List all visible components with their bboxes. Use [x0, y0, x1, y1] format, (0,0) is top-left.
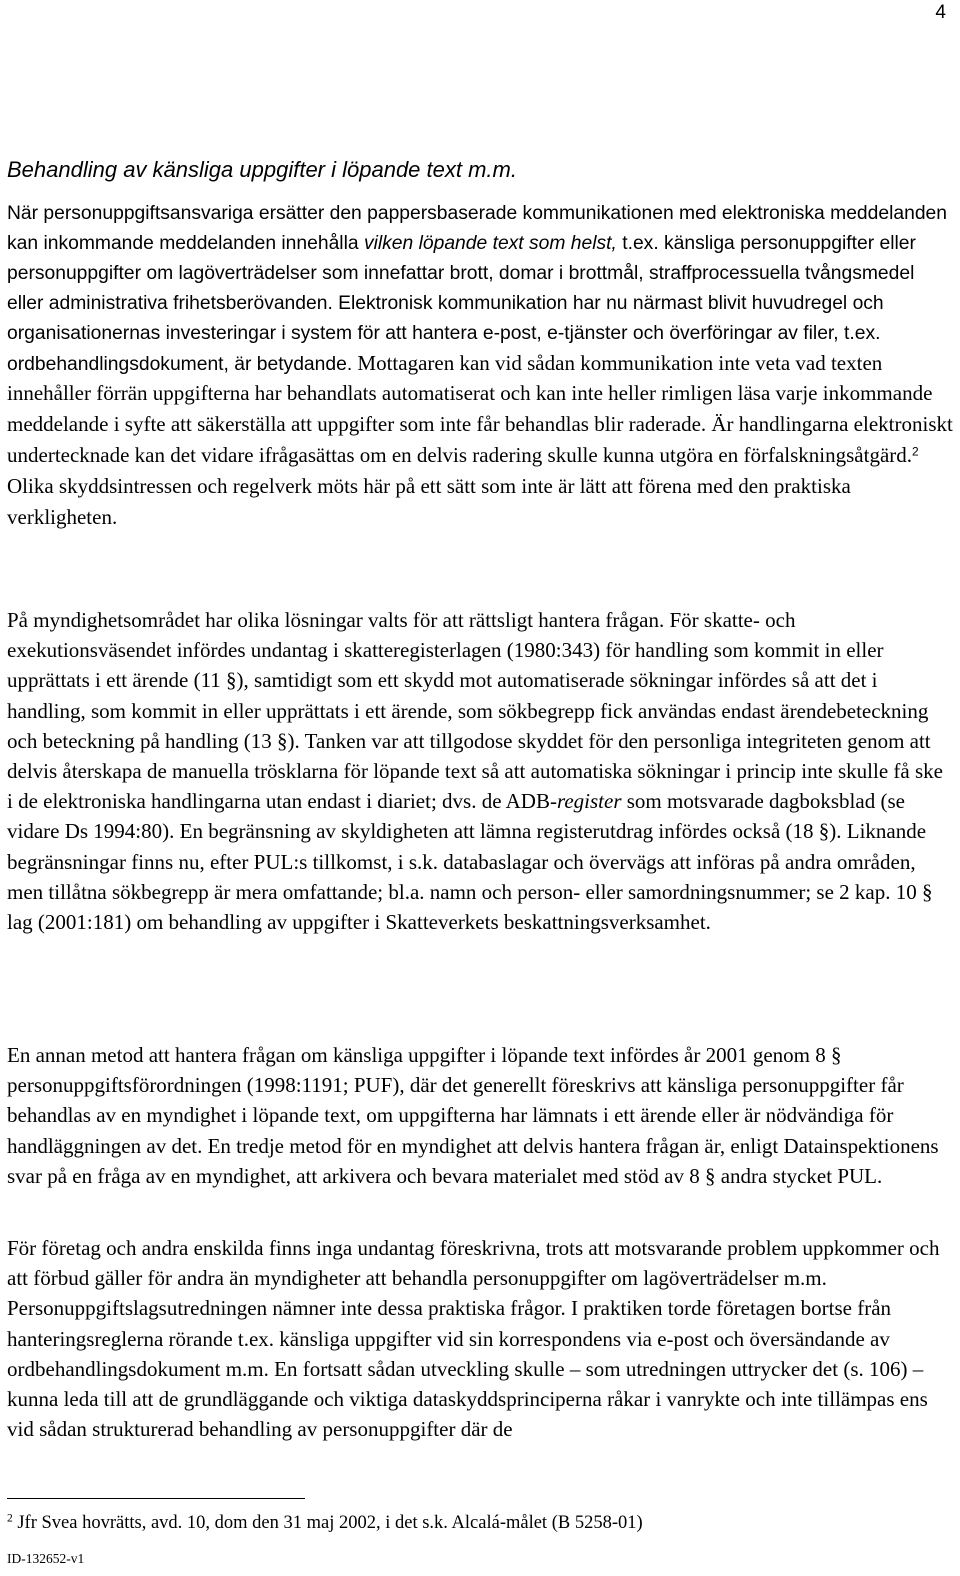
document-id: ID-132652-v1 [7, 1551, 85, 1566]
paragraph-2-italic: register [556, 789, 622, 814]
footnote-number: 2 [7, 1512, 13, 1525]
paragraph-4: För företag och andra enskilda finns inga undantag föreskrivna, trots att motsvarande problem uppkommer och att förbud gäller för andra än myndigheter att behandla personuppgifter om lagöverträdelser m.m. Personuppgiftslagsutredningen nämner inte dessa praktiska frågor. I praktiken torde företagen bortse från hanteringsreglerna rörande t.ex. känsliga uppgifter vid sin korrespondens via e-post och översändande av ordbehandlingsdokument m.m. En fortsatt sådan utveckling skulle – som utredningen uttrycker det (s. 106) – kunna leda till att de grundläggande och viktiga dataskyddsprinciperna råkar i vanrykte och inte tillämpas ens vid sådan strukturerad behandling av personuppgifter där de [7, 1236, 940, 1442]
section-heading: Behandling av känsliga uppgifter i löpande text m.m. [7, 157, 517, 182]
footnote-text: Jfr Svea hovrätts, avd. 10, dom den 31 maj 2002, i det s.k. Alcalá-målet (B 5258-01) [12, 1513, 643, 1533]
footnote-separator [7, 1498, 305, 1499]
paragraph-2-text-b: som motsvarade dagboksblad (se vidare Ds 1994:80). En begränsning av skyldigheten att lämna registerutdrag infördes också (18 §). Liknande begränsningar finns nu, efter PUL:s tillkomst, i s.k. databaslagar och övervägs att införas på andra områden, men tillåtna sökbegrepp är mera omfattande; bl.a. namn och person- eller samordningsnummer; se 2 kap. 10 § lag (2001:181) om behandling av uppgifter i Skatteverkets beskattningsverksamhet. [7, 789, 933, 935]
paragraph-1-text-c: Mottagaren kan vid sådan kommunikation inte veta vad texten innehåller förrän uppgifterna har behandlats automatiserat och kan inte heller rimligen läsa varje inkommande meddelande i syfte att säkerställa att uppgifter som inte får behandlas blir raderade. Är handlingarna elektroniskt undertecknade kan det vidare ifrågasättas om en delvis radering skulle kunna utgöra en förfalskningsåtgärd. [7, 350, 953, 468]
paragraph-3: En annan metod att hantera frågan om känsliga uppgifter i löpande text infördes år 2001 genom 8 § personuppgiftsförordningen (1998:1191; PUF), där det generellt föreskrivs att känsliga personuppgifter får behandlas av en myndighet i löpande text, om uppgifterna har lämnats i ett ärende eller är nödvändiga för handläggningen av det. En tredje metod för en myndighet att delvis hantera frågan är, enligt Datainspektionens svar på en fråga av en myndighet, att arkivera och bevara materialet med stöd av 8 § andra stycket PUL. [7, 1043, 939, 1188]
paragraph-1-text-b: t.ex. känsliga personuppgifter eller personuppgifter om lagöverträdelser som innefattar brott, domar i brottmål, straffprocessuella tvångsmedel eller administrativa frihetsberövanden. Elektronisk kommunikation har nu närmast blivit huvudregel och organisationernas investeringar i system för att hantera e-post, e-tjänster och överföringar av filer, t.ex. ordbehandlingsdokument, är betydande. [7, 232, 916, 375]
page-number: 4 [935, 2, 946, 23]
footnote-reference: 2 [912, 444, 919, 459]
paragraph-1-text-a: När personuppgiftsansvariga ersätter den pappersbaserade kommunikationen med elektroniska meddelanden kan inkommande meddelanden innehålla [7, 203, 947, 254]
paragraph-2 [7, 605, 953, 937]
paragraph-1-text-d: Olika skyddsintressen och regelverk möts här på ett sätt som inte är lätt att förena med den praktiska verkligheten. [7, 474, 851, 530]
paragraph-1 [7, 199, 953, 534]
footnote [7, 1513, 643, 1534]
paragraph-1-italic: vilken löpande text som helst, [363, 232, 617, 254]
paragraph-2-text-a: På myndighetsområdet har olika lösningar valts för att rättsligt hantera frågan. För skatte- och exekutionsväsendet infördes undantag i skatteregisterlagen (1980:343) för handling som kommit in eller upprättats i ett ärende (11 §), samtidigt som ett skydd mot automatiserade sökningar infördes så att det i handling, som kommit in eller upprättats i ett ärende, som sökbegrepp fick användas endast ärendebeteckning och beteckning på handling (13 §). Tanken var att tillgodose skyddet för den personliga integriteten genom att delvis återskapa de manuella trösklarna för löpande text så att automatiska sökningar i princip inte skulle få ske i de elektroniska handlingarna utan endast i diariet; dvs. de ADB- [7, 608, 943, 814]
